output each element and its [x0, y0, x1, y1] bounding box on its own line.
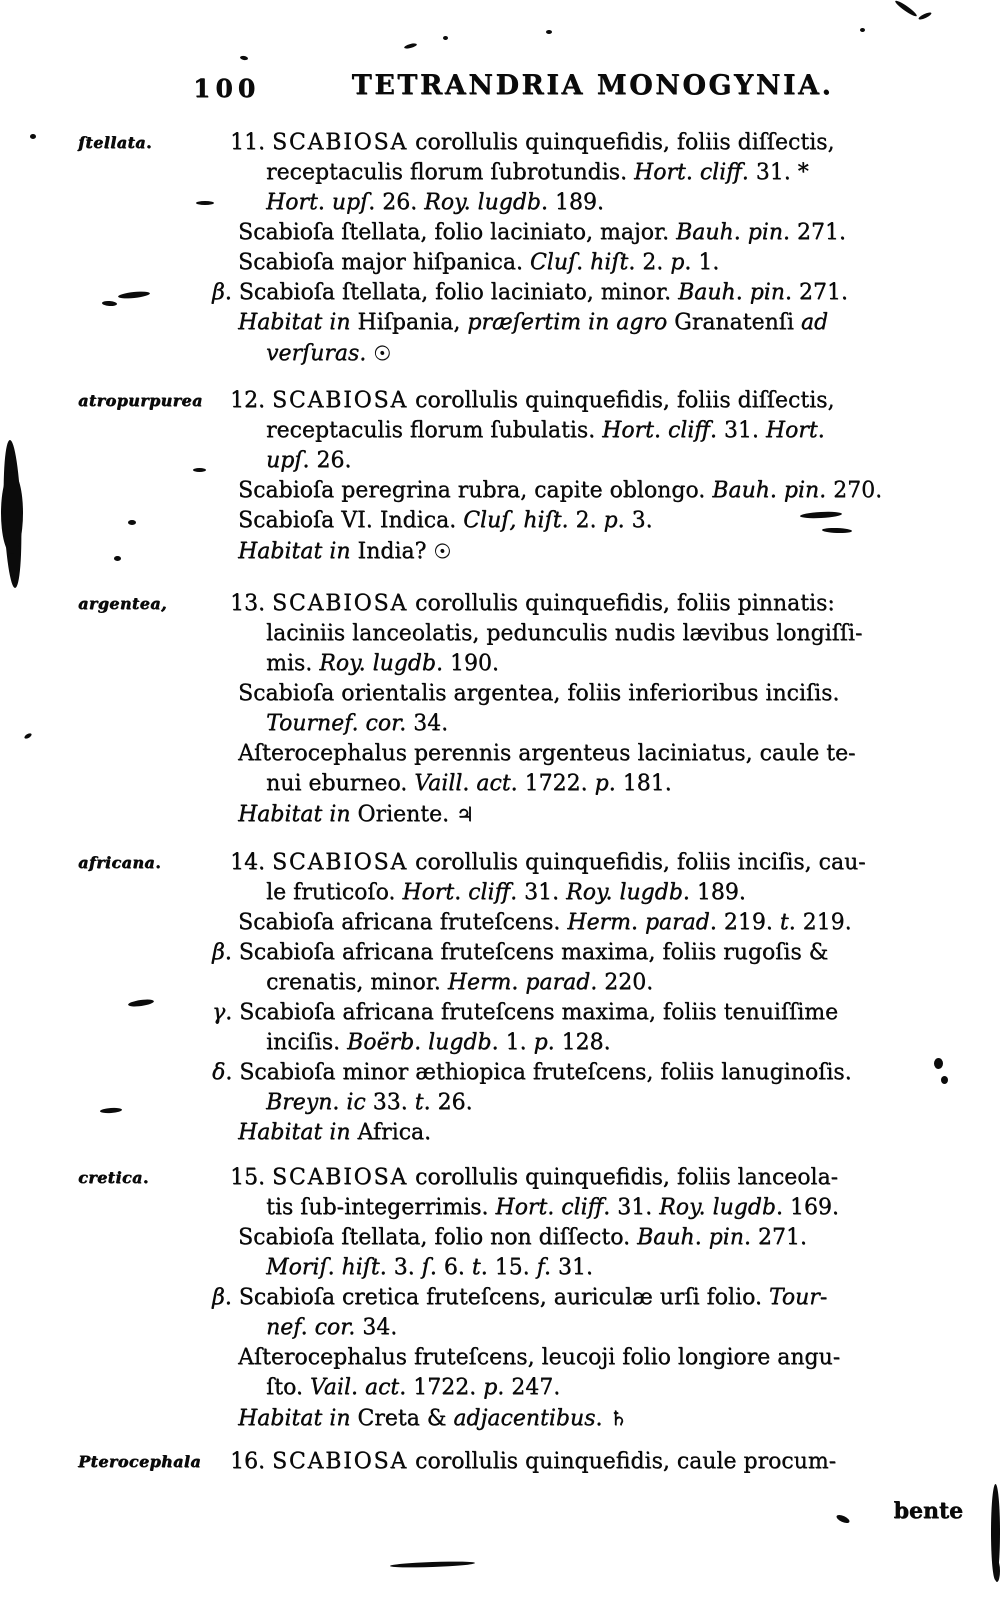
ink-speckle [918, 11, 932, 21]
text-segment: 26. [309, 448, 352, 473]
text-segment: Bauh. pin. [676, 220, 790, 245]
text-segment: tis ſub-integerrimis. [266, 1195, 496, 1220]
text-line [230, 338, 978, 369]
ink-speckle [941, 1076, 948, 1084]
text-line [230, 649, 978, 679]
text-segment: Scabioſa ſtellata, folio laciniato, major. [238, 220, 676, 245]
text-segment: 2. [635, 250, 671, 275]
text-segment: Hort. [765, 418, 825, 443]
text-segment: upſ. [266, 448, 310, 473]
text-segment: Vaill. act. [414, 771, 518, 796]
text-segment: inciſis. [266, 1030, 348, 1055]
text-line [230, 1253, 978, 1283]
text-line [230, 769, 978, 799]
text-line [230, 908, 978, 938]
text-segment: 270. [826, 478, 883, 503]
text-segment: SCABIOSA [271, 850, 409, 875]
text-segment: corollulis quinquefidis, foliis inciſis, cau- [408, 850, 866, 875]
entry-text [230, 386, 978, 567]
plant-duration-symbol: ♄ [609, 1406, 628, 1430]
text-segment: Vail. act. [309, 1375, 407, 1400]
text-line [230, 128, 978, 158]
text-segment: corollulis quinquefidis, caule procum- [408, 1449, 837, 1474]
text-segment: Scabioſa peregrina rubra, capite oblongo. [238, 478, 713, 503]
text-segment: 6. [436, 1255, 472, 1280]
text-segment: p. [603, 508, 625, 533]
text-segment: Scabioſa africana fruteſcens maxima, foliis rugoſis & [238, 940, 829, 965]
text-segment: Bauh. pin. [636, 1225, 751, 1250]
text-line [230, 308, 978, 338]
text-segment: 169. [782, 1195, 839, 1220]
species-entry [78, 589, 978, 830]
text-segment: Hort. cliff. [633, 160, 749, 185]
text-segment: 26. [430, 1090, 473, 1115]
text-line [230, 506, 978, 536]
text-segment: adjacentibus. [453, 1406, 603, 1431]
page-number: 100 [193, 74, 261, 103]
text-segment: p. [533, 1030, 555, 1055]
text-line [230, 1193, 978, 1223]
text-segment: Boërb. lugdb. [347, 1030, 499, 1055]
text-segment: Moriſ. hiſt. [266, 1255, 387, 1280]
text-segment: δ. [212, 1060, 240, 1085]
text-segment: 13. [230, 591, 272, 616]
text-segment: t. [779, 910, 796, 935]
text-segment: Scabioſa ſtellata, folio laciniato, minor. [238, 280, 678, 305]
text-segment: ad [800, 310, 829, 335]
text-segment: 271. [791, 280, 848, 305]
text-line [230, 1343, 978, 1373]
text-segment: Bauh. pin. [712, 478, 827, 503]
text-line [230, 1028, 978, 1058]
text-segment: t. [471, 1255, 488, 1280]
text-segment: Herm. parad. [447, 970, 598, 995]
text-segment: ſto. [266, 1375, 310, 1400]
text-segment: 26. [375, 190, 425, 215]
text-segment: SCABIOSA [271, 388, 409, 413]
text-line [230, 709, 978, 739]
text-segment: 189. [547, 190, 604, 215]
text-segment: Oriente. [350, 802, 457, 827]
text-line [230, 188, 978, 218]
text-segment: 31. [517, 880, 567, 905]
plant-duration-symbol: ☉ [433, 539, 452, 563]
text-segment: 219. [716, 910, 780, 935]
ink-speckle [193, 468, 206, 472]
text-segment: 271. [750, 1225, 807, 1250]
entry-text [212, 128, 978, 369]
text-segment: p. [483, 1375, 505, 1400]
margin-note: africana. [78, 853, 162, 872]
text-segment: corollulis quinquefidis, foliis diſſectis, [408, 388, 835, 413]
text-segment: Aſterocephalus fruteſcens, leucoji folio longiore angu- [238, 1345, 841, 1370]
text-segment: 1. [691, 250, 720, 275]
text-segment: Scabioſa minor æthiopica fruteſcens, foliis lanuginoſis. [239, 1060, 852, 1085]
species-entry [78, 128, 978, 369]
text-segment: 128. [554, 1030, 611, 1055]
ink-speckle [443, 36, 448, 40]
text-segment: 2. [568, 508, 604, 533]
text-segment: p. [670, 250, 692, 275]
text-segment: 31. [716, 418, 766, 443]
entry-text [230, 589, 978, 830]
text-segment: le fruticoſo. [266, 880, 403, 905]
text-segment: Hort. cliff. [402, 880, 518, 905]
entry-text [212, 848, 978, 1148]
text-segment: 34. [355, 1315, 398, 1340]
text-segment: Roy. lugdb. [659, 1195, 783, 1220]
text-line [230, 1403, 978, 1434]
text-segment: 34. [406, 711, 449, 736]
text-segment: corollulis quinquefidis, foliis pinnatis: [408, 591, 835, 616]
text-segment: Cluſ. hiſt. [529, 250, 636, 275]
species-entry [78, 386, 978, 567]
ink-speckle [240, 55, 249, 60]
species-entry [78, 1447, 978, 1477]
text-segment: 220. [597, 970, 654, 995]
text-segment: Creta & [350, 1406, 454, 1431]
text-segment: 31. * [748, 160, 809, 185]
ink-speckle [994, 1560, 1000, 1582]
text-segment: corollulis quinquefidis, foliis diſſectis, [408, 130, 835, 155]
text-segment: 189. [689, 880, 746, 905]
text-segment: 31. [610, 1195, 660, 1220]
text-segment: Cluſ, hiſt. [463, 508, 569, 533]
text-line [230, 1373, 978, 1403]
text-segment: verſuras. [266, 341, 374, 366]
text-line [230, 679, 978, 709]
text-segment: receptaculis florum ſubrotundis. [266, 160, 634, 185]
text-segment: præſertim in agro [467, 310, 668, 335]
text-segment: Granatenſi [667, 310, 801, 335]
text-segment: Scabioſa orientalis argentea, foliis inferioribus inciſis. [238, 681, 840, 706]
text-line [230, 739, 978, 769]
text-line [230, 878, 978, 908]
text-segment: 271. [789, 220, 846, 245]
text-segment: Aſterocephalus perennis argenteus laciniatus, caule te- [238, 741, 856, 766]
text-segment: corollulis quinquefidis, foliis lanceola- [408, 1165, 839, 1190]
text-line [230, 386, 978, 416]
text-line [212, 998, 978, 1028]
text-segment: crenatis, minor. [266, 970, 448, 995]
text-segment: β. [212, 940, 239, 965]
ink-speckle [860, 28, 865, 32]
text-segment: SCABIOSA [271, 1449, 409, 1474]
text-line [230, 446, 978, 476]
text-segment: Herm. parad. [567, 910, 717, 935]
text-segment: 3. [386, 1255, 422, 1280]
text-segment: laciniis lanceolatis, pedunculis nudis lævibus longiſſi- [266, 621, 863, 646]
ink-speckle [934, 1058, 943, 1069]
text-segment: 1722. [517, 771, 595, 796]
text-segment: SCABIOSA [271, 130, 409, 155]
text-segment: Scabioſa cretica fruteſcens, auriculæ urſi folio. [238, 1285, 769, 1310]
text-segment: Scabioſa major hiſpanica. [238, 250, 530, 275]
text-line [230, 619, 978, 649]
text-segment: Roy. lugdb. [566, 880, 690, 905]
text-segment: 1722. [406, 1375, 484, 1400]
text-line [230, 848, 978, 878]
text-line [230, 1118, 978, 1148]
text-line [230, 248, 978, 278]
text-segment: mis. [266, 651, 320, 676]
catchword: bente [893, 1498, 963, 1524]
text-segment: Scabioſa africana fruteſcens maxima, foliis tenuiſſime [239, 1000, 839, 1025]
text-line [212, 938, 978, 968]
text-line [230, 218, 978, 248]
text-line [230, 1088, 978, 1118]
margin-note: cretica. [78, 1168, 149, 1187]
text-line [230, 476, 978, 506]
text-segment: 11. [230, 130, 272, 155]
text-segment: Tournef. cor. [266, 711, 407, 736]
text-line [230, 536, 978, 567]
text-segment: Scabioſa africana fruteſcens. [238, 910, 568, 935]
text-line [230, 1447, 978, 1477]
text-segment: 181. [615, 771, 672, 796]
text-segment: 33. [365, 1090, 415, 1115]
text-segment: Scabioſa VI. Indica. [238, 508, 464, 533]
ink-speckle [404, 42, 418, 49]
text-line [212, 1058, 978, 1088]
species-entry [78, 848, 978, 1148]
text-segment: Africa. [350, 1120, 432, 1145]
text-segment: Habitat in [238, 1406, 351, 1431]
text-segment: t. [414, 1090, 431, 1115]
text-segment: f. [536, 1255, 551, 1280]
text-segment: Habitat in [238, 1120, 351, 1145]
text-line [230, 799, 978, 830]
text-segment: p. [594, 771, 616, 796]
entry-text [212, 1163, 978, 1434]
text-line [230, 1313, 978, 1343]
text-segment: 1. [498, 1030, 534, 1055]
text-line [230, 1163, 978, 1193]
plant-duration-symbol: ♃ [456, 802, 474, 826]
text-segment: Hort. cliff. [602, 418, 717, 443]
ink-speckle [1, 472, 23, 554]
text-segment: Tour- [768, 1285, 828, 1310]
text-segment: Scabioſa ſtellata, folio non diſſecto. [238, 1225, 637, 1250]
text-segment: 15. [230, 1165, 272, 1190]
entry-text [230, 1447, 978, 1477]
text-line [230, 1223, 978, 1253]
text-segment: receptaculis florum ſubulatis. [266, 418, 603, 443]
margin-note: Pterocephala [78, 1452, 202, 1471]
margin-note: atropurpurea [78, 391, 203, 410]
text-segment: nui eburneo. [266, 771, 415, 796]
text-segment: γ. [212, 1000, 240, 1025]
ink-speckle [30, 134, 36, 139]
text-line [212, 1283, 978, 1313]
ink-speckle [114, 556, 121, 561]
text-segment: 31. [550, 1255, 593, 1280]
text-segment: Hiſpania, [350, 310, 468, 335]
text-segment: nef. cor. [266, 1315, 356, 1340]
text-segment: Roy. lugdb. [319, 651, 443, 676]
species-entry [78, 1163, 978, 1434]
ink-speckle [894, 0, 918, 18]
text-segment: Hort. cliff. [495, 1195, 611, 1220]
text-line [230, 416, 978, 446]
text-segment: β. [212, 1285, 239, 1310]
page-title: TETRANDRIA MONOGYNIA. [351, 70, 834, 101]
text-segment: India? [350, 539, 434, 564]
text-segment: Bauh. pin. [677, 280, 792, 305]
text-segment: 15. [487, 1255, 537, 1280]
text-segment: Habitat in [238, 310, 351, 335]
text-line [230, 158, 978, 188]
ink-speckle [24, 732, 33, 739]
text-segment: 16. [230, 1449, 272, 1474]
text-segment: Hort. upſ. [266, 190, 376, 215]
text-line [212, 278, 978, 308]
text-segment: 219. [795, 910, 852, 935]
text-line [230, 589, 978, 619]
text-segment: SCABIOSA [271, 1165, 409, 1190]
ink-speckle [390, 1561, 475, 1569]
ink-speckle [128, 520, 136, 525]
text-segment: SCABIOSA [271, 591, 409, 616]
text-segment: Roy. lugdb. [424, 190, 548, 215]
plant-duration-symbol: ☉ [373, 341, 392, 365]
ink-speckle [196, 201, 214, 205]
text-line [230, 968, 978, 998]
text-segment: Habitat in [238, 802, 351, 827]
text-segment: 190. [442, 651, 499, 676]
entries-container [78, 128, 978, 1477]
text-segment: 14. [230, 850, 272, 875]
text-segment: Habitat in [238, 539, 351, 564]
margin-note: argentea, [78, 594, 167, 613]
margin-note: ſtellata. [78, 133, 152, 152]
text-segment: β. [212, 280, 239, 305]
text-segment: 247. [504, 1375, 561, 1400]
text-segment: 12. [230, 388, 272, 413]
text-segment: ſ. [421, 1255, 437, 1280]
text-segment: 3. [624, 508, 653, 533]
ink-speckle [546, 30, 552, 34]
text-segment: Breyn. ic [266, 1090, 366, 1115]
